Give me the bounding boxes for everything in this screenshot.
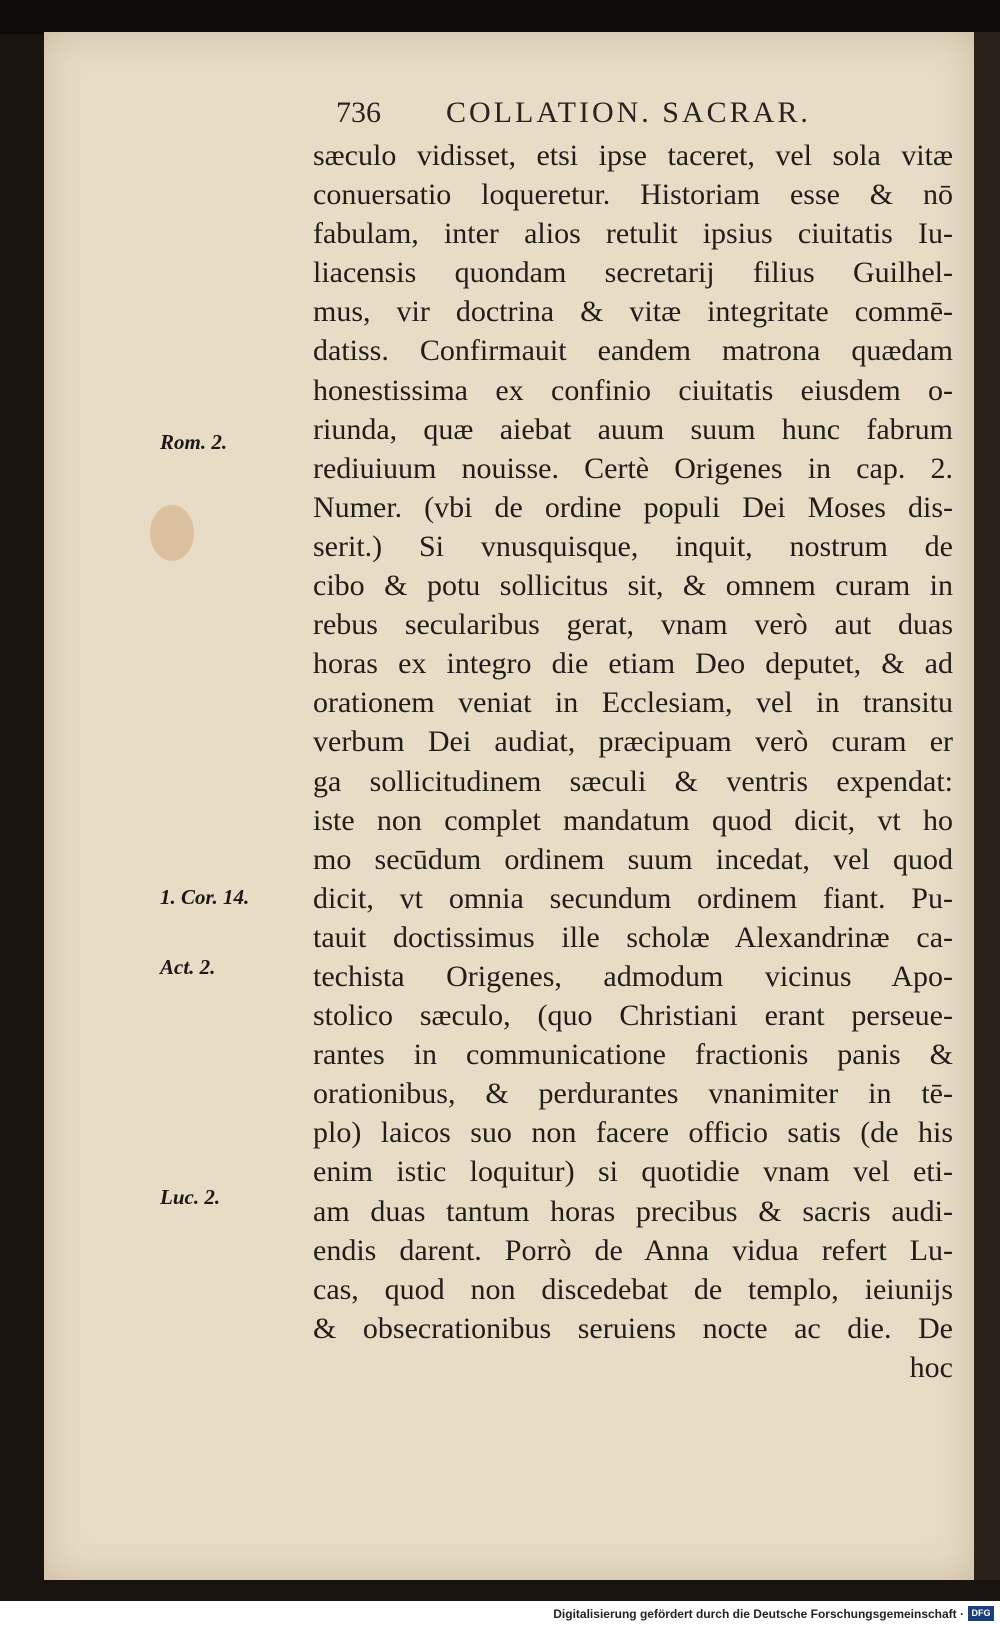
folio-number: 736 [336, 96, 381, 129]
text-line: fabulam, inter alios retulit ipsius ciuitatis Iu- [313, 217, 953, 251]
catchword: hoc [909, 1350, 953, 1384]
margin-note-luc: Luc. 2. [160, 1185, 221, 1209]
footer-bar [0, 1601, 1000, 1628]
dfg-logo: DFG [968, 1606, 994, 1621]
footer-credit: Digitalisierung gefördert durch die Deutsche Forschungsgemeinschaft · [553, 1607, 964, 1621]
text-line: datiss. Confirmauit eandem matrona quædam [313, 334, 953, 368]
text-line: Numer. (vbi de ordine populi Dei Moses dis- [313, 490, 953, 524]
text-line: sæculo vidisset, etsi ipse taceret, vel sola vitæ [313, 139, 953, 172]
margin-note-act: Act. 2. [160, 955, 216, 979]
page-header [336, 96, 876, 136]
text-line: orationibus, & perdurantes vnanimiter in tē- [313, 1077, 953, 1111]
text-line: iste non complet mandatum quod dicit, vt ho [313, 803, 953, 837]
text-line: ga sollicitudinem sæculi & ventris expendat: [313, 764, 953, 798]
text-line: horas ex integro die etiam Deo deputet, & ad [313, 647, 953, 681]
text-line: endis darent. Porrò de Anna vidua refert Lu- [313, 1233, 953, 1267]
text-line: rediuiuum nouisse. Certè Origenes in cap. 2. [313, 451, 953, 485]
text-line: tauit doctissimus ille scholæ Alexandrinæ ca- [313, 920, 953, 954]
text-line: rebus secularibus gerat, vnam verò aut duas [313, 608, 953, 642]
text-line: plo) laicos suo non facere officio satis (de his [313, 1116, 953, 1150]
text-line: stolico sæculo, (quo Christiani erant perseue- [313, 999, 953, 1033]
text-line: techista Origenes, admodum vicinus Apo- [313, 959, 953, 993]
text-line: verbum Dei audiat, præcipuam verò curam er [313, 725, 953, 759]
text-line: serit.) Si vnusquisque, inquit, nostrum de [313, 529, 953, 563]
text-line: dicit, vt omnia secundum ordinem fiant. Pu- [313, 881, 953, 915]
text-line: cibo & potu sollicitus sit, & omnem curam in [313, 569, 953, 603]
text-line: mus, vir doctrina & vitæ integritate commē- [313, 295, 953, 329]
text-line: & obsecrationibus seruiens nocte ac die. De [313, 1311, 953, 1345]
text-line: orationem veniat in Ecclesiam, vel in transitu [313, 686, 953, 720]
scan-background [0, 0, 1000, 34]
margin-note-rom: Rom. 2. [160, 430, 228, 454]
text-line: liacensis quondam secretarij filius Guilhel- [313, 256, 953, 290]
running-title: COLLATION. SACRAR. [446, 96, 811, 129]
body-text [313, 136, 953, 1387]
text-line: cas, quod non discedebat de templo, ieiunijs [313, 1272, 953, 1306]
margin-note-cor: 1. Cor. 14. [160, 885, 250, 909]
text-line: conuersatio loqueretur. Historiam esse & nō [313, 178, 953, 212]
text-line: rantes in communicatione fractionis panis & [313, 1038, 953, 1072]
text-line: honestissima ex confinio ciuitatis eiusdem o- [313, 373, 953, 407]
text-line: enim istic loquitur) si quotidie vnam vel eti- [313, 1155, 953, 1189]
text-line: am duas tantum horas precibus & sacris audi- [313, 1194, 953, 1228]
paper-stain [150, 505, 194, 561]
text-line: riunda, quæ aiebat auum suum hunc fabrum [313, 412, 953, 446]
page-edge [974, 32, 1000, 1580]
text-line: mo secūdum ordinem suum incedat, vel quod [313, 842, 953, 876]
